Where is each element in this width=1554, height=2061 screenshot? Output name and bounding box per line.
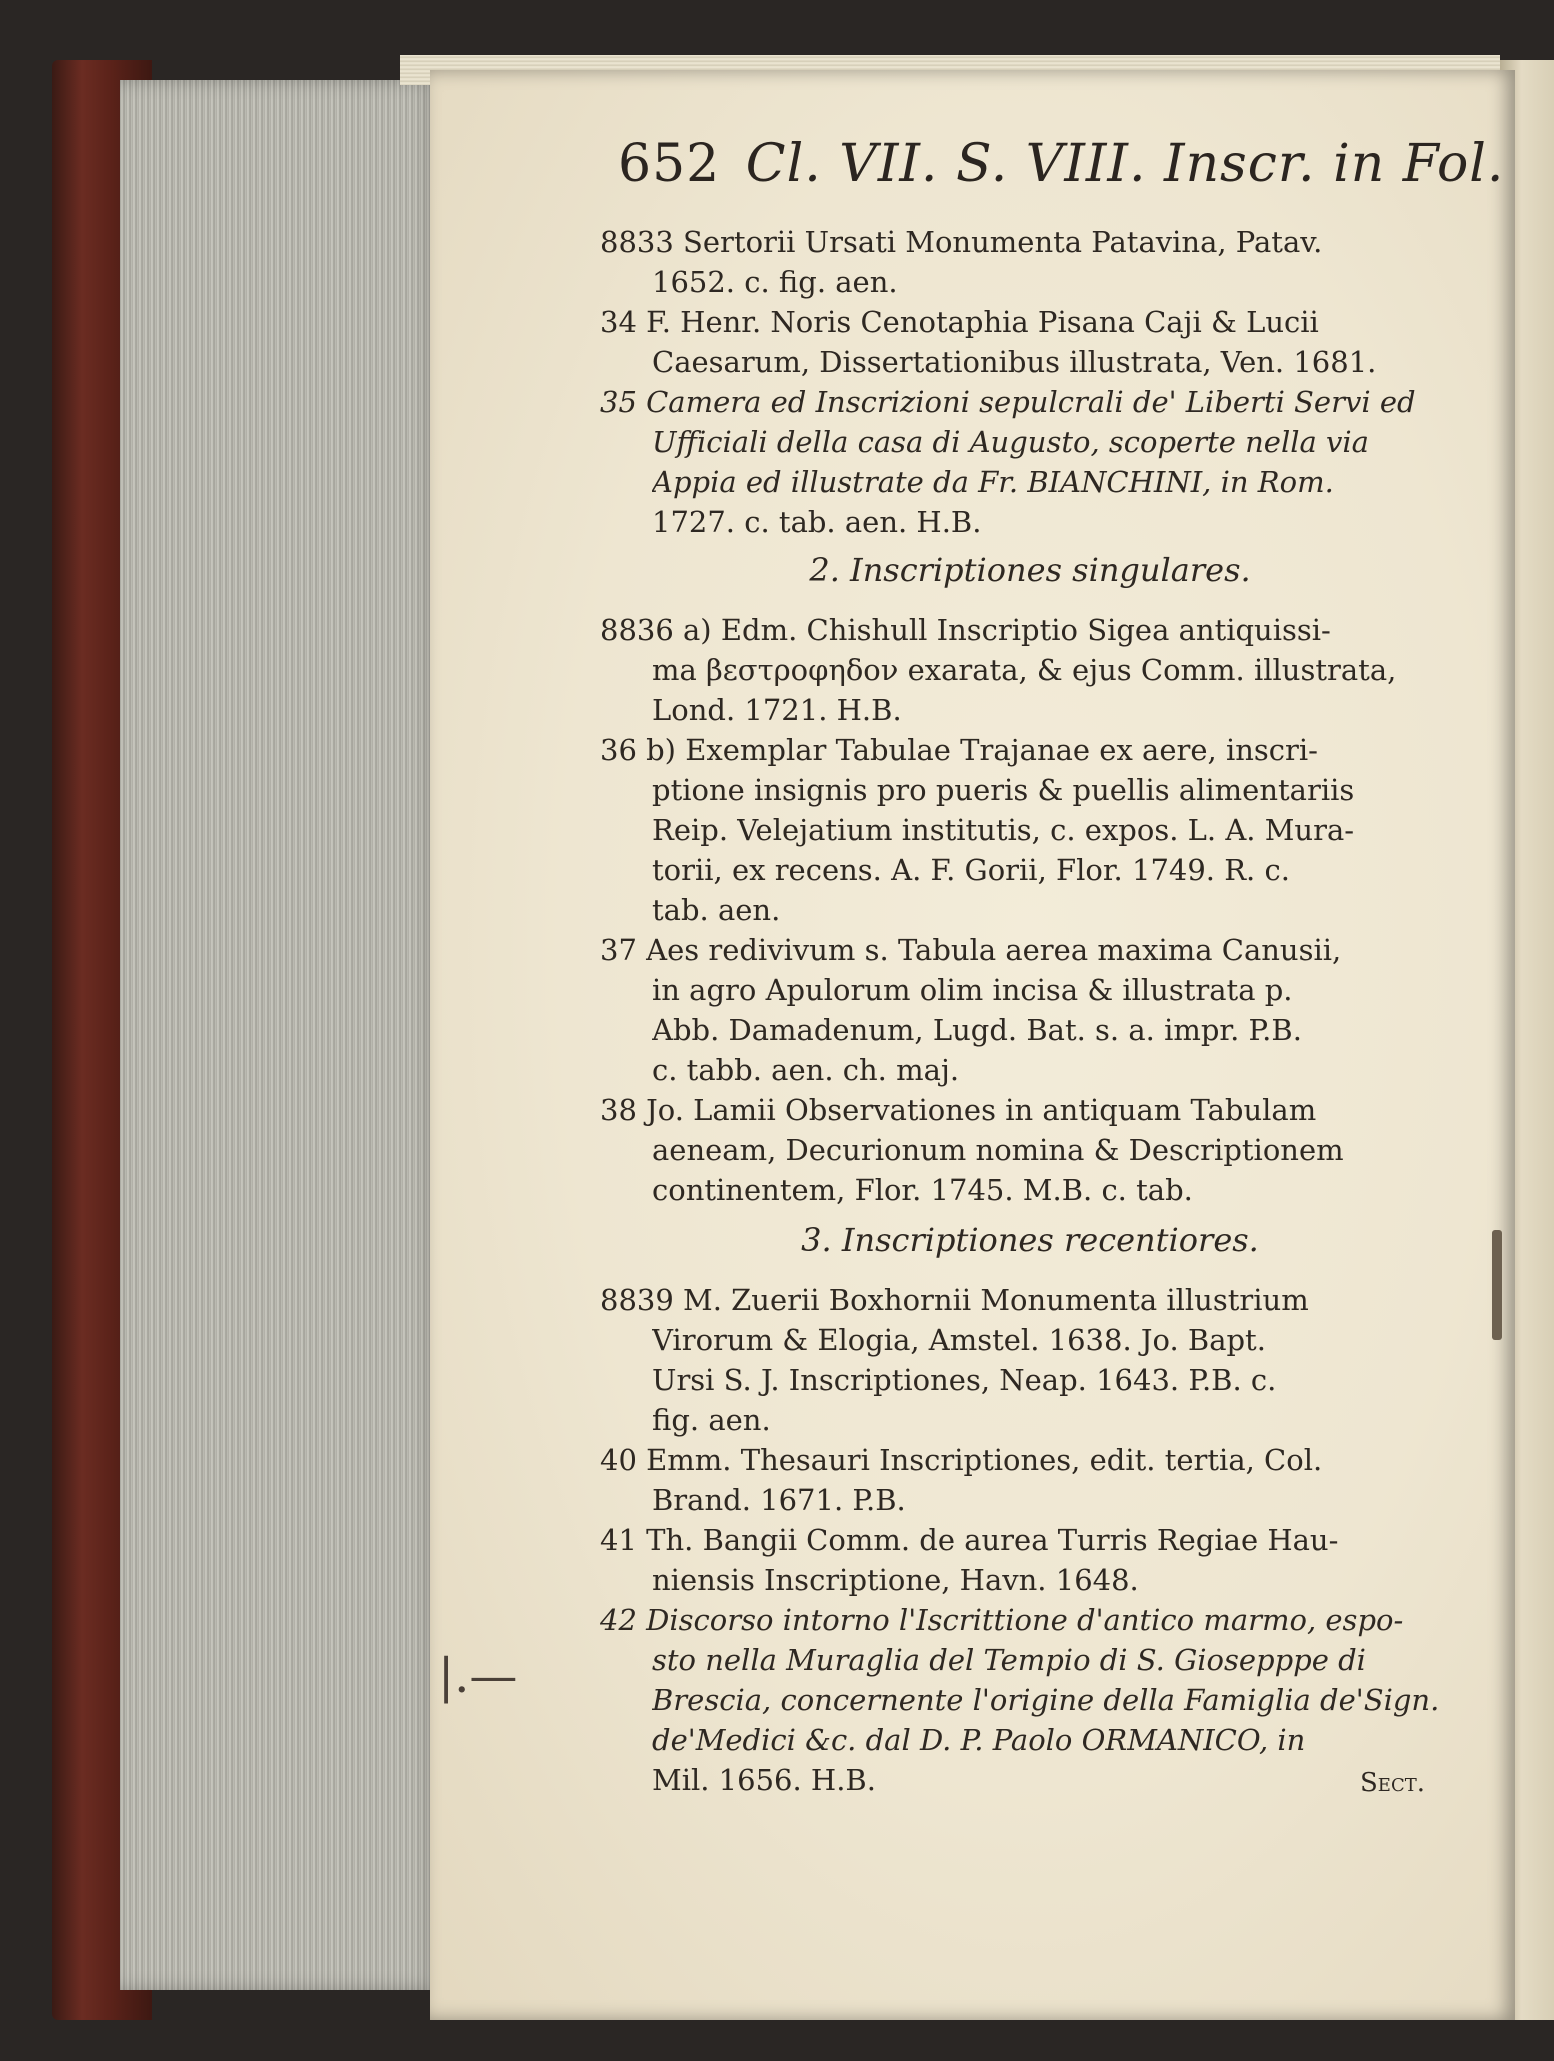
text-line: Brand. 1671. P.B.: [652, 1483, 906, 1517]
facing-page-mark: [1492, 1230, 1502, 1340]
text-line: 42 Discorso intorno l'Iscrittione d'antico marmo, espo-: [600, 1603, 1404, 1637]
text-line: sto nella Muraglia del Tempio di S. Giosepppe di: [652, 1643, 1366, 1677]
text-line: ma βεστροφηδον exarata, & ejus Comm. illustrata,: [652, 653, 1397, 687]
text-line: niensis Inscriptione, Havn. 1648.: [652, 1563, 1139, 1597]
text-line: continentem, Flor. 1745. M.B. c. tab.: [652, 1173, 1193, 1207]
page-number: 652: [618, 134, 721, 194]
text-line: Reip. Velejatium institutis, c. expos. L. A. Mura-: [652, 813, 1355, 847]
text-line: 1727. c. tab. aen. H.B.: [652, 505, 982, 539]
margin-annotation: |.—: [438, 1648, 518, 1704]
text-line: 35 Camera ed Inscrizioni sepulcrali de' Liberti Servi ed: [600, 385, 1416, 419]
text-line: torii, ex recens. A. F. Gorii, Flor. 1749. R. c.: [652, 853, 1290, 887]
text-line: de'Medici &c. dal D. P. Paolo ORMANICO, in: [652, 1723, 1306, 1757]
text-line: 40 Emm. Thesauri Inscriptiones, edit. tertia, Col.: [600, 1443, 1323, 1477]
text-line: 8836 a) Edm. Chishull Inscriptio Sigea antiquissi-: [600, 613, 1331, 647]
section-heading: 3. Inscriptiones recentiores.: [801, 1221, 1259, 1259]
text-line: c. tabb. aen. ch. maj.: [652, 1053, 960, 1087]
text-line: in agro Apulorum olim incisa & illustrata p.: [652, 973, 1293, 1007]
text-line: 8839 M. Zuerii Boxhornii Monumenta illustrium: [600, 1283, 1309, 1317]
running-head: [618, 134, 1505, 194]
text-line: Mil. 1656. H.B.: [652, 1763, 876, 1797]
page-edges: [120, 80, 440, 1990]
text-line: 36 b) Exemplar Tabulae Trajanae ex aere, inscri-: [600, 733, 1318, 767]
text-line: fig. aen.: [652, 1403, 771, 1437]
text-line: 1652. c. fig. aen.: [652, 265, 898, 299]
catchword: Sect.: [1360, 1768, 1425, 1798]
text-line: Caesarum, Dissertationibus illustrata, Ven. 1681.: [652, 345, 1377, 379]
text-line: Abb. Damadenum, Lugd. Bat. s. a. impr. P.B.: [652, 1013, 1302, 1047]
text-line: 34 F. Henr. Noris Cenotaphia Pisana Caji & Lucii: [600, 305, 1319, 339]
section-heading: 2. Inscriptiones singulares.: [809, 551, 1251, 589]
text-line: tab. aen.: [652, 893, 781, 927]
running-title: Cl. VII. S. VIII. Inscr. in Fol.: [745, 134, 1505, 194]
text-line: Brescia, concernente l'origine della Famiglia de'Sign.: [652, 1683, 1440, 1717]
text-line: Ufficiali della casa di Augusto, scoperte nella via: [652, 425, 1369, 459]
text-line: 41 Th. Bangii Comm. de aurea Turris Regiae Hau-: [600, 1523, 1339, 1557]
text-line: aeneam, Decurionum nomina & Descriptionem: [652, 1133, 1344, 1167]
text-line: Lond. 1721. H.B.: [652, 693, 902, 727]
text-line: Virorum & Elogia, Amstel. 1638. Jo. Bapt.: [652, 1323, 1266, 1357]
text-line: ptione insignis pro pueris & puellis alimentariis: [652, 773, 1355, 807]
text-line: 38 Jo. Lamii Observationes in antiquam Tabulam: [600, 1093, 1317, 1127]
text-line: Ursi S. J. Inscriptiones, Neap. 1643. P.B. c.: [652, 1363, 1277, 1397]
text-line: 37 Aes redivivum s. Tabula aerea maxima Canusii,: [600, 933, 1342, 967]
text-line: Appia ed illustrate da Fr. BIANCHINI, in Rom.: [652, 465, 1334, 499]
text-line: 8833 Sertorii Ursati Monumenta Patavina, Patav.: [600, 225, 1323, 259]
